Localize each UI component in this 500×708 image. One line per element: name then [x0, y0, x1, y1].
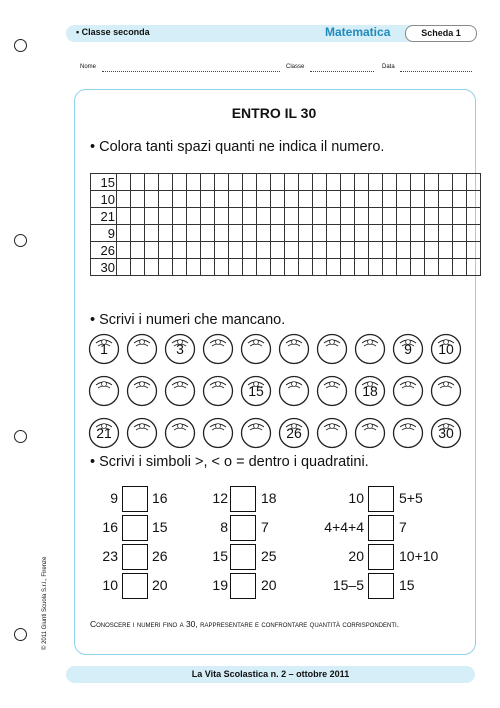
grid-cell[interactable] — [131, 242, 145, 259]
grid-cell[interactable] — [369, 208, 383, 225]
exercise3-instruction: • Scrivi i simboli >, < o = dentro i quadratini. — [90, 454, 369, 470]
grid-cell[interactable] — [341, 225, 355, 242]
grid-cell[interactable] — [327, 208, 341, 225]
grid-cell[interactable] — [201, 242, 215, 259]
ball-number: 26 — [286, 425, 302, 441]
grid-row — [91, 225, 481, 242]
grid-cell[interactable] — [159, 225, 173, 242]
number-ball[interactable] — [430, 375, 462, 407]
compare-left-value: 16 — [102, 519, 118, 535]
grid-cell[interactable] — [313, 225, 327, 242]
grid-cell[interactable] — [327, 191, 341, 208]
grid-cell[interactable] — [425, 208, 439, 225]
grid-cell[interactable] — [411, 191, 425, 208]
grid-cell[interactable] — [229, 225, 243, 242]
grid-cell[interactable] — [439, 191, 453, 208]
grid-row — [91, 259, 481, 276]
compare-right-value: 16 — [152, 490, 168, 506]
answer-box[interactable] — [230, 515, 256, 541]
number-ball[interactable] — [202, 375, 234, 407]
compare-right-value: 20 — [152, 577, 168, 593]
header-band — [66, 25, 475, 42]
grid-cell[interactable] — [369, 242, 383, 259]
grid-cell[interactable] — [313, 259, 327, 276]
grid-cell[interactable] — [397, 208, 411, 225]
grid-row-number: 10 — [91, 191, 117, 208]
grid-cell[interactable] — [439, 242, 453, 259]
ball-number: 18 — [362, 383, 378, 399]
grid-cell[interactable] — [285, 208, 299, 225]
grid-cell[interactable] — [467, 191, 481, 208]
grid-cell[interactable] — [411, 208, 425, 225]
grid-cell[interactable] — [117, 225, 131, 242]
grid-cell[interactable] — [299, 225, 313, 242]
grid-cell[interactable] — [425, 259, 439, 276]
exercise1-instruction: • Colora tanti spazi quanti ne indica il numero. — [90, 139, 385, 155]
grid-cell[interactable] — [383, 242, 397, 259]
grid-cell[interactable] — [369, 259, 383, 276]
grid-cell[interactable] — [299, 242, 313, 259]
answer-box[interactable] — [368, 573, 394, 599]
grid-cell[interactable] — [173, 174, 187, 191]
number-ball[interactable] — [240, 417, 272, 449]
grid-cell[interactable] — [299, 208, 313, 225]
compare-right-value: 15 — [399, 577, 415, 593]
grid-cell[interactable] — [145, 191, 159, 208]
grid-cell[interactable] — [453, 174, 467, 191]
grid-row — [91, 242, 481, 259]
grid-cell[interactable] — [355, 259, 369, 276]
grid-cell[interactable] — [383, 259, 397, 276]
grid-cell[interactable] — [131, 259, 145, 276]
exercise2-instruction: • Scrivi i numeri che mancano. — [90, 312, 286, 328]
grid-cell[interactable] — [425, 174, 439, 191]
compare-left-value: 15–5 — [332, 577, 364, 593]
grid-cell[interactable] — [369, 191, 383, 208]
grid-cell[interactable] — [453, 242, 467, 259]
ball-number: 3 — [176, 341, 184, 357]
date-line[interactable] — [400, 65, 472, 72]
grid-cell[interactable] — [467, 174, 481, 191]
compare-right-value: 7 — [399, 519, 407, 535]
grid-cell[interactable] — [187, 225, 201, 242]
binder-hole-middle — [14, 234, 27, 247]
ball-number: 10 — [438, 341, 454, 357]
grid-cell[interactable] — [131, 174, 145, 191]
grid-cell[interactable] — [117, 191, 131, 208]
grid-cell[interactable] — [215, 225, 229, 242]
compare-left-value: 19 — [212, 577, 228, 593]
number-ball[interactable] — [316, 333, 348, 365]
class-line[interactable] — [310, 65, 374, 72]
grid-cell[interactable] — [145, 174, 159, 191]
grid-cell[interactable] — [341, 242, 355, 259]
grid-cell[interactable] — [467, 259, 481, 276]
grid-cell[interactable] — [313, 174, 327, 191]
grid-cell[interactable] — [201, 259, 215, 276]
grid-cell[interactable] — [299, 174, 313, 191]
grid-cell[interactable] — [397, 174, 411, 191]
grid-cell[interactable] — [411, 225, 425, 242]
class-label: • Classe seconda — [76, 27, 150, 37]
grid-cell[interactable] — [369, 174, 383, 191]
number-ball[interactable] — [88, 417, 120, 449]
grid-cell[interactable] — [355, 191, 369, 208]
compare-left-value: 8 — [220, 519, 228, 535]
grid-cell[interactable] — [159, 259, 173, 276]
grid-cell[interactable] — [131, 208, 145, 225]
ball-number: 21 — [96, 425, 112, 441]
grid-cell[interactable] — [187, 208, 201, 225]
number-ball[interactable] — [354, 417, 386, 449]
grid-cell[interactable] — [201, 208, 215, 225]
number-ball[interactable] — [240, 333, 272, 365]
footer-band: La Vita Scolastica n. 2 – ottobre 2011 — [66, 666, 475, 683]
grid-cell[interactable] — [369, 225, 383, 242]
number-ball[interactable] — [240, 375, 272, 407]
grid-cell[interactable] — [355, 174, 369, 191]
ball-number: 30 — [438, 425, 454, 441]
grid-cell[interactable] — [439, 259, 453, 276]
grid-cell[interactable] — [117, 174, 131, 191]
grid-cell[interactable] — [341, 259, 355, 276]
grid-cell[interactable] — [187, 191, 201, 208]
answer-box[interactable] — [368, 486, 394, 512]
grid-cell[interactable] — [327, 259, 341, 276]
number-ball[interactable] — [126, 333, 158, 365]
grid-cell[interactable] — [439, 225, 453, 242]
name-line[interactable] — [102, 65, 280, 72]
grid-cell[interactable] — [341, 208, 355, 225]
grid-cell[interactable] — [257, 259, 271, 276]
date-label: Data — [382, 64, 395, 70]
answer-box[interactable] — [122, 486, 148, 512]
grid-cell[interactable] — [313, 191, 327, 208]
compare-left-value: 10 — [102, 577, 118, 593]
grid-row-number: 9 — [91, 225, 117, 242]
number-ball[interactable] — [202, 333, 234, 365]
compare-left-value: 23 — [102, 548, 118, 564]
grid-cell[interactable] — [411, 174, 425, 191]
grid-cell[interactable] — [397, 242, 411, 259]
coloring-grid — [90, 173, 481, 276]
grid-cell[interactable] — [215, 191, 229, 208]
grid-row-number: 21 — [91, 208, 117, 225]
answer-box[interactable] — [230, 544, 256, 570]
grid-cell[interactable] — [159, 191, 173, 208]
grid-cell[interactable] — [145, 242, 159, 259]
grid-cell[interactable] — [271, 259, 285, 276]
number-ball[interactable] — [278, 333, 310, 365]
grid-cell[interactable] — [341, 191, 355, 208]
grid-cell[interactable] — [229, 259, 243, 276]
answer-box[interactable] — [230, 486, 256, 512]
number-ball[interactable] — [278, 417, 310, 449]
grid-cell[interactable] — [467, 208, 481, 225]
grid-cell[interactable] — [453, 191, 467, 208]
compare-left-value: 10 — [348, 490, 364, 506]
number-ball[interactable] — [392, 333, 424, 365]
grid-cell[interactable] — [145, 208, 159, 225]
binder-hole-top — [14, 39, 27, 52]
compare-left-value: 12 — [212, 490, 228, 506]
grid-cell[interactable] — [327, 242, 341, 259]
grid-cell[interactable] — [425, 242, 439, 259]
grid-cell[interactable] — [383, 208, 397, 225]
grid-cell[interactable] — [271, 225, 285, 242]
grid-cell[interactable] — [285, 174, 299, 191]
answer-box[interactable] — [122, 544, 148, 570]
grid-cell[interactable] — [173, 242, 187, 259]
compare-left-value: 15 — [212, 548, 228, 564]
grid-row — [91, 208, 481, 225]
grid-cell[interactable] — [257, 242, 271, 259]
grid-cell[interactable] — [243, 191, 257, 208]
grid-cell[interactable] — [271, 208, 285, 225]
grid-cell[interactable] — [425, 225, 439, 242]
grid-cell[interactable] — [327, 174, 341, 191]
number-ball[interactable] — [88, 375, 120, 407]
grid-cell[interactable] — [257, 225, 271, 242]
answer-box[interactable] — [368, 515, 394, 541]
subject-title: Matematica — [325, 25, 391, 39]
ball-number: 15 — [248, 383, 264, 399]
grid-cell[interactable] — [467, 225, 481, 242]
grid-cell[interactable] — [215, 242, 229, 259]
grid-cell[interactable] — [201, 191, 215, 208]
compare-right-value: 5+5 — [399, 490, 423, 506]
grid-cell[interactable] — [215, 208, 229, 225]
grid-cell[interactable] — [243, 225, 257, 242]
worksheet-title: ENTRO IL 30 — [231, 105, 317, 121]
sheet-badge: Scheda 1 — [405, 25, 477, 42]
grid-cell[interactable] — [159, 174, 173, 191]
ball-number: 1 — [100, 341, 108, 357]
grid-cell[interactable] — [145, 225, 159, 242]
grid-cell[interactable] — [173, 208, 187, 225]
compare-left-value: 4+4+4 — [324, 519, 364, 535]
number-ball[interactable] — [164, 333, 196, 365]
binder-hole-lower — [14, 430, 27, 443]
grid-cell[interactable] — [243, 208, 257, 225]
number-ball[interactable] — [278, 375, 310, 407]
grid-cell[interactable] — [453, 225, 467, 242]
grid-cell[interactable] — [187, 259, 201, 276]
compare-right-value: 26 — [152, 548, 168, 564]
compare-left-value: 20 — [348, 548, 364, 564]
grid-cell[interactable] — [117, 208, 131, 225]
compare-right-value: 10+10 — [399, 548, 439, 564]
grid-cell[interactable] — [173, 225, 187, 242]
grid-cell[interactable] — [159, 242, 173, 259]
grid-cell[interactable] — [201, 225, 215, 242]
compare-right-value: 25 — [261, 548, 277, 564]
grid-cell[interactable] — [299, 191, 313, 208]
copyright-note: © 2011 Giunti Scuola S.r.l., Firenze — [42, 556, 48, 650]
grid-cell[interactable] — [341, 174, 355, 191]
grid-cell[interactable] — [397, 225, 411, 242]
grid-cell[interactable] — [131, 225, 145, 242]
number-ball[interactable] — [354, 375, 386, 407]
grid-cell[interactable] — [327, 225, 341, 242]
grid-cell[interactable] — [439, 208, 453, 225]
grid-cell[interactable] — [271, 174, 285, 191]
grid-cell[interactable] — [383, 225, 397, 242]
grid-cell[interactable] — [243, 242, 257, 259]
grid-cell[interactable] — [131, 191, 145, 208]
grid-cell[interactable] — [355, 225, 369, 242]
grid-cell[interactable] — [411, 259, 425, 276]
grid-cell[interactable] — [117, 242, 131, 259]
answer-box[interactable] — [230, 573, 256, 599]
number-ball[interactable] — [126, 417, 158, 449]
grid-cell[interactable] — [467, 242, 481, 259]
grid-cell[interactable] — [243, 174, 257, 191]
grid-cell[interactable] — [187, 174, 201, 191]
grid-cell[interactable] — [173, 191, 187, 208]
number-ball[interactable] — [202, 417, 234, 449]
grid-cell[interactable] — [397, 259, 411, 276]
grid-cell[interactable] — [201, 174, 215, 191]
answer-box[interactable] — [122, 515, 148, 541]
answer-box[interactable] — [368, 544, 394, 570]
class-field-label: Classe — [286, 64, 305, 70]
number-ball[interactable] — [392, 417, 424, 449]
number-ball[interactable] — [316, 375, 348, 407]
compare-right-value: 7 — [261, 519, 269, 535]
grid-cell[interactable] — [215, 259, 229, 276]
grid-cell[interactable] — [299, 259, 313, 276]
number-ball[interactable] — [316, 417, 348, 449]
grid-cell[interactable] — [229, 174, 243, 191]
grid-cell[interactable] — [257, 191, 271, 208]
grid-row-number: 30 — [91, 259, 117, 276]
grid-cell[interactable] — [285, 225, 299, 242]
number-ball[interactable] — [126, 375, 158, 407]
grid-cell[interactable] — [229, 242, 243, 259]
grid-cell[interactable] — [411, 242, 425, 259]
learning-objective: Conoscere i numeri fino a 30, rappresentare e confrontare quantità corrispondenti. — [90, 619, 400, 629]
grid-cell[interactable] — [145, 259, 159, 276]
grid-cell[interactable] — [425, 191, 439, 208]
binder-hole-bottom — [14, 628, 27, 641]
grid-cell[interactable] — [285, 191, 299, 208]
grid-cell[interactable] — [243, 259, 257, 276]
grid-cell[interactable] — [229, 191, 243, 208]
grid-cell[interactable] — [397, 191, 411, 208]
grid-cell[interactable] — [355, 208, 369, 225]
grid-cell[interactable] — [117, 259, 131, 276]
grid-cell[interactable] — [257, 208, 271, 225]
grid-row-number: 15 — [91, 174, 117, 191]
grid-cell[interactable] — [285, 259, 299, 276]
compare-left-value: 9 — [110, 490, 118, 506]
grid-cell[interactable] — [271, 191, 285, 208]
answer-box[interactable] — [122, 573, 148, 599]
number-ball[interactable] — [164, 417, 196, 449]
grid-cell[interactable] — [159, 208, 173, 225]
grid-cell[interactable] — [215, 174, 229, 191]
compare-right-value: 20 — [261, 577, 277, 593]
grid-cell[interactable] — [453, 208, 467, 225]
compare-right-value: 18 — [261, 490, 277, 506]
name-label: Nome — [80, 64, 97, 70]
number-ball[interactable] — [164, 375, 196, 407]
grid-cell[interactable] — [383, 191, 397, 208]
compare-right-value: 15 — [152, 519, 168, 535]
grid-row — [91, 191, 481, 208]
grid-cell[interactable] — [271, 242, 285, 259]
number-ball[interactable] — [430, 333, 462, 365]
grid-cell[interactable] — [257, 174, 271, 191]
grid-cell[interactable] — [285, 242, 299, 259]
grid-cell[interactable] — [453, 259, 467, 276]
grid-cell[interactable] — [173, 259, 187, 276]
number-ball[interactable] — [430, 417, 462, 449]
grid-cell[interactable] — [355, 242, 369, 259]
number-ball[interactable] — [392, 375, 424, 407]
grid-cell[interactable] — [229, 208, 243, 225]
ball-number: 9 — [404, 341, 412, 357]
grid-cell[interactable] — [313, 208, 327, 225]
grid-row — [91, 174, 481, 191]
number-ball[interactable] — [354, 333, 386, 365]
grid-cell[interactable] — [383, 174, 397, 191]
grid-row-number: 26 — [91, 242, 117, 259]
grid-cell[interactable] — [187, 242, 201, 259]
grid-cell[interactable] — [313, 242, 327, 259]
number-ball[interactable] — [88, 333, 120, 365]
grid-cell[interactable] — [439, 174, 453, 191]
